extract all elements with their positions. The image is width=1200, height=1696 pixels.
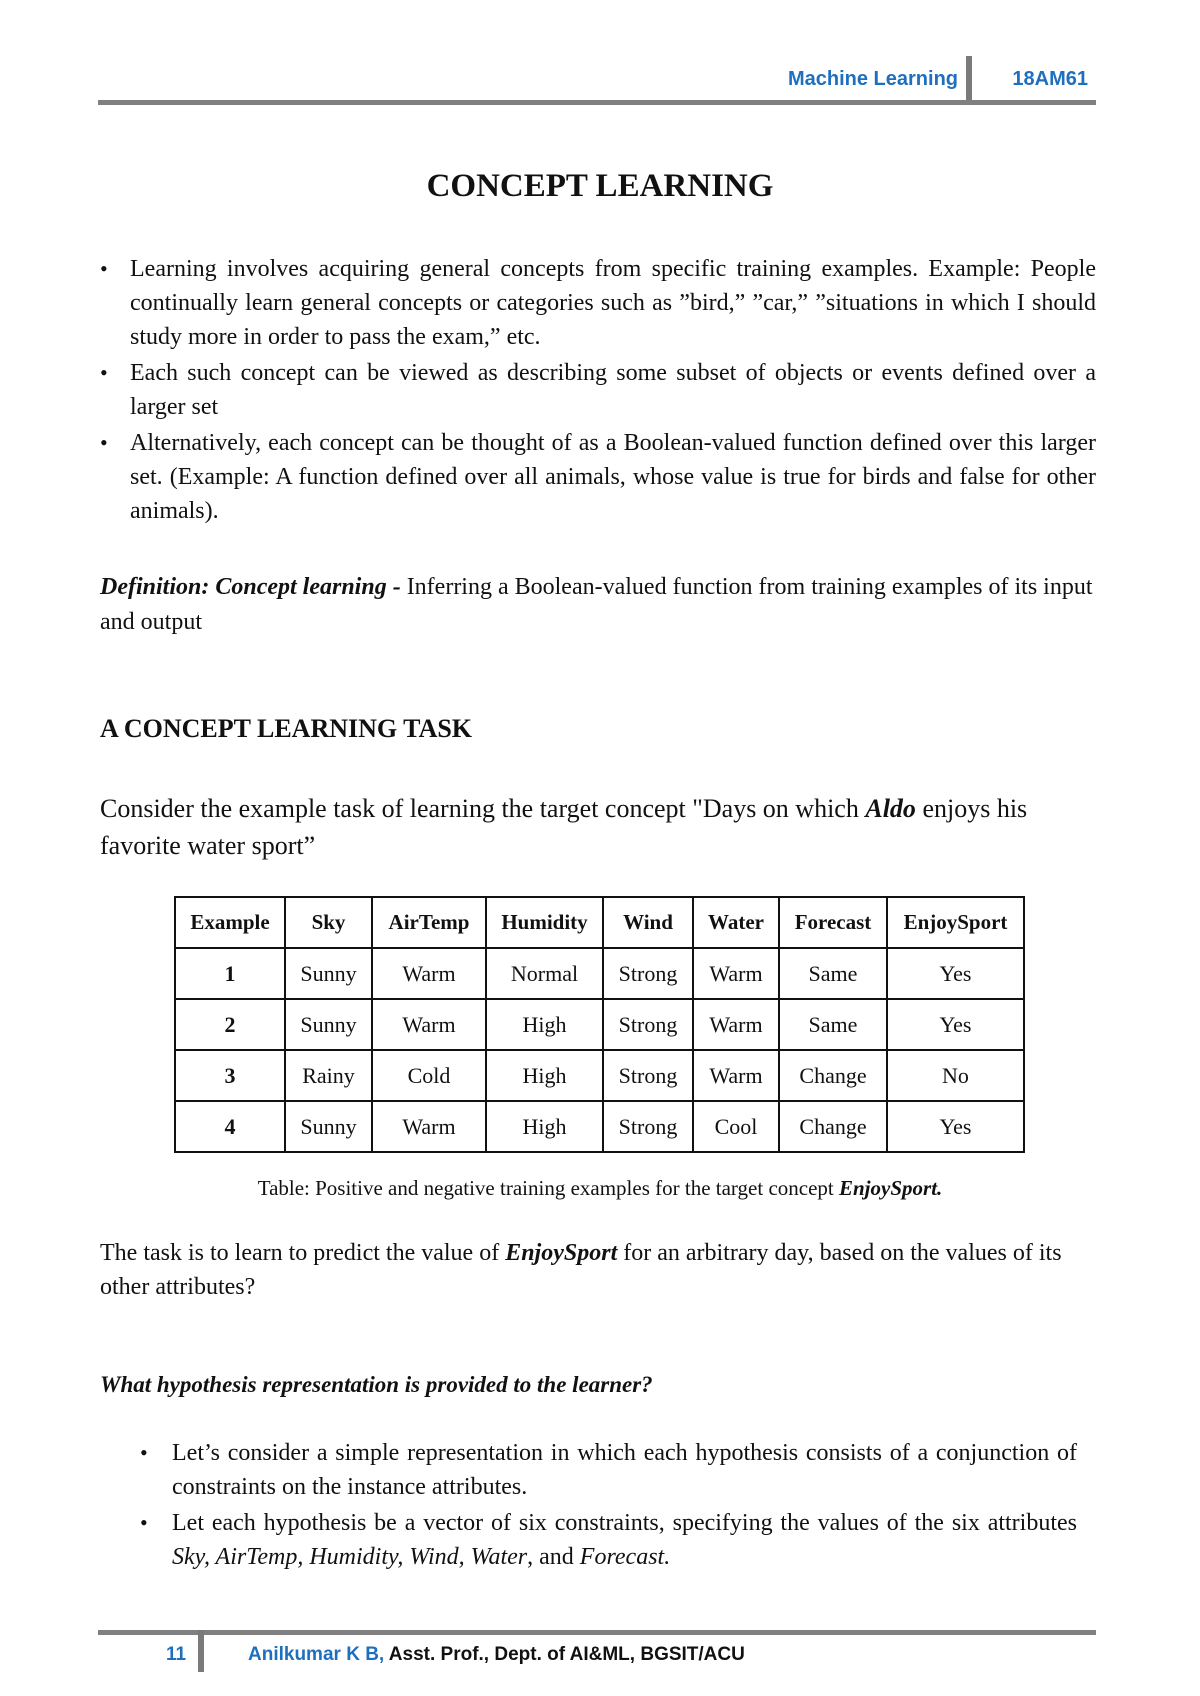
header-rule xyxy=(98,100,1096,105)
table-cell: Yes xyxy=(887,1101,1024,1152)
table-cell: No xyxy=(887,1050,1024,1101)
question-heading: What hypothesis representation is provided to the learner? xyxy=(100,1372,653,1397)
table-cell: 2 xyxy=(175,999,285,1050)
definition-paragraph xyxy=(100,570,1096,640)
caption-text: Table: Positive and negative training examples for the target concept xyxy=(257,1176,839,1200)
table-header: Humidity xyxy=(486,897,603,948)
table-cell: Warm xyxy=(372,999,486,1050)
table-cell: Yes xyxy=(887,948,1024,999)
table-cell: Warm xyxy=(372,948,486,999)
table-cell: Same xyxy=(779,948,887,999)
table-cell: Warm xyxy=(693,999,779,1050)
page-footer xyxy=(98,1630,1096,1676)
table-cell: Strong xyxy=(603,948,693,999)
training-examples-table xyxy=(174,896,1025,1153)
table-header: Water xyxy=(693,897,779,948)
definition-text: Inferring a Boolean-valued function from training examples of its input and output xyxy=(100,574,1093,635)
footer-author xyxy=(248,1644,745,1666)
consider-text-after: enjoys his favorite water sport” xyxy=(100,794,1028,860)
hyp-text-before: Let each hypothesis be a vector of six constraints, specifying the values of the six attributes xyxy=(172,1510,1077,1536)
table-header: Example xyxy=(175,897,285,948)
table-cell: High xyxy=(486,1050,603,1101)
table-cell: Warm xyxy=(372,1101,486,1152)
footer-rule xyxy=(98,1630,1096,1635)
table-cell: Warm xyxy=(693,948,779,999)
intro-bullet-2: • Each such concept can be viewed as describing some subset of objects or events defined over a larger set xyxy=(100,356,1096,424)
table-cell: Change xyxy=(779,1101,887,1152)
hypothesis-bullet-1: • Let’s consider a simple representation in which each hypothesis consists of a conjunction of constraints on the instance attributes. xyxy=(140,1436,1077,1504)
header-course-code: 18AM61 xyxy=(1012,68,1088,90)
table-row xyxy=(175,999,1024,1050)
table-header: Sky xyxy=(285,897,372,948)
table-cell: High xyxy=(486,1101,603,1152)
author-name: Anilkumar K B, xyxy=(248,1644,385,1665)
table-cell: 1 xyxy=(175,948,285,999)
table-caption xyxy=(0,1176,1200,1201)
table-cell: Sunny xyxy=(285,1101,372,1152)
table-cell: Rainy xyxy=(285,1050,372,1101)
intro-bullet-1: • Learning involves acquiring general concepts from specific training examples. Example: People continually learn general concepts or categories such as ”bird,” ”car,” ”situations in which I should study more in order to pass the exam,” etc. xyxy=(100,252,1096,354)
task-paragraph xyxy=(100,1236,1096,1304)
footer-divider xyxy=(198,1630,204,1672)
table-cell: Sunny xyxy=(285,999,372,1050)
table-cell: High xyxy=(486,999,603,1050)
table-header: AirTemp xyxy=(372,897,486,948)
table-header: Wind xyxy=(603,897,693,948)
table-cell: 3 xyxy=(175,1050,285,1101)
hypothesis-bullet-2 xyxy=(140,1506,1077,1574)
consider-text-before: Consider the example task of learning the target concept "Days on which xyxy=(100,794,866,823)
hyp-attributes: Sky, AirTemp, Humidity, Wind, Water xyxy=(172,1544,528,1570)
hyp-last-attribute: Forecast. xyxy=(579,1544,671,1570)
page-title: CONCEPT LEARNING xyxy=(426,168,774,204)
table-header: EnjoySport xyxy=(887,897,1024,948)
table-cell: Strong xyxy=(603,1050,693,1101)
table-cell: Cool xyxy=(693,1101,779,1152)
caption-term: EnjoySport. xyxy=(839,1176,943,1200)
table-cell: Yes xyxy=(887,999,1024,1050)
definition-term: Definition: Concept learning - xyxy=(100,574,401,600)
task-text-after: for an arbitrary day, based on the values of its other attributes? xyxy=(100,1240,1062,1300)
table-header: Forecast xyxy=(779,897,887,948)
table-cell: Cold xyxy=(372,1050,486,1101)
consider-name: Aldo xyxy=(865,794,916,823)
table-cell: Sunny xyxy=(285,948,372,999)
table-cell: Same xyxy=(779,999,887,1050)
intro-bullet-list xyxy=(100,252,1096,530)
intro-bullet-3: • Alternatively, each concept can be thought of as a Boolean-valued function defined over this larger set. (Example: A function defined over all animals, whose value is true for birds and false for other animals). xyxy=(100,426,1096,528)
header-subject: Machine Learning xyxy=(787,68,958,90)
author-affiliation: Asst. Prof., Dept. of AI&ML, BGSIT/ACU xyxy=(384,1644,745,1665)
table-row xyxy=(175,1050,1024,1101)
table-cell: Strong xyxy=(603,1101,693,1152)
hyp-text-mid: , and xyxy=(527,1544,580,1570)
table-cell: Warm xyxy=(693,1050,779,1101)
table-row xyxy=(175,948,1024,999)
header-divider xyxy=(966,56,972,102)
table-row xyxy=(175,1101,1024,1152)
section-heading: A CONCEPT LEARNING TASK xyxy=(100,714,473,743)
consider-paragraph xyxy=(100,790,1100,864)
task-term: EnjoySport xyxy=(505,1240,618,1266)
page-header xyxy=(98,56,1096,106)
task-text-before: The task is to learn to predict the value of xyxy=(100,1240,506,1266)
table-cell: 4 xyxy=(175,1101,285,1152)
table-cell: Strong xyxy=(603,999,693,1050)
page-number: 11 xyxy=(166,1644,187,1665)
hypothesis-bullet-list xyxy=(140,1436,1077,1576)
table-cell: Change xyxy=(779,1050,887,1101)
table-header-row xyxy=(175,897,1024,948)
table-cell: Normal xyxy=(486,948,603,999)
